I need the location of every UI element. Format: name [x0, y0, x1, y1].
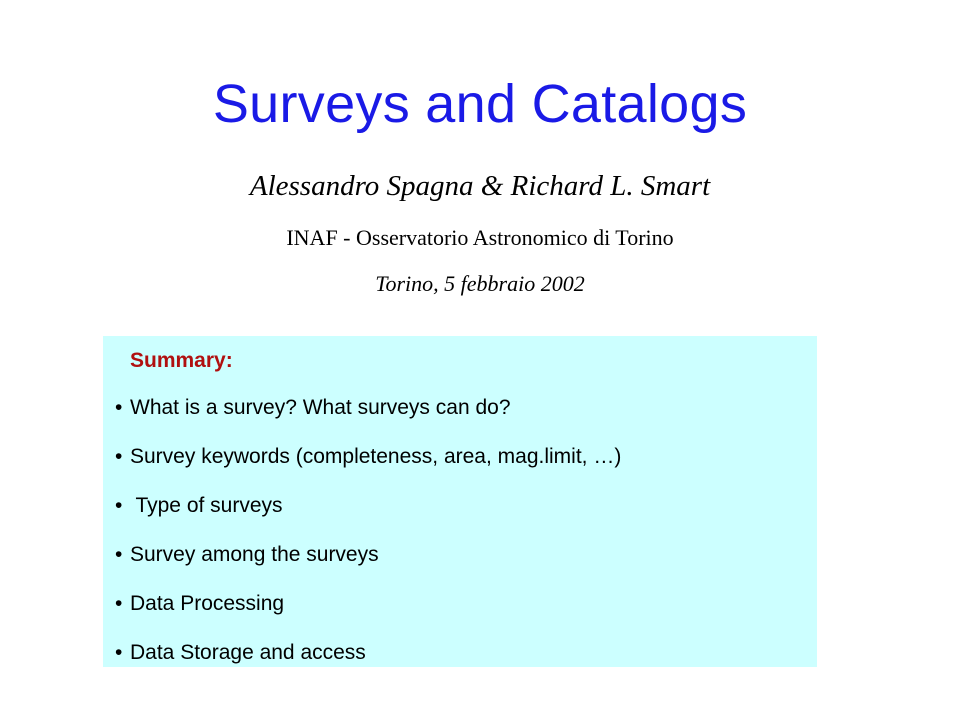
- summary-item: [115, 441, 621, 490]
- summary-item: [115, 637, 621, 686]
- summary-item: [115, 490, 621, 539]
- summary-item-text: Data Storage and access: [130, 641, 366, 664]
- bullet-icon: •: [115, 641, 123, 664]
- bullet-icon: •: [115, 494, 123, 517]
- summary-item-text: Survey keywords (completeness, area, mag.limit, …): [130, 445, 622, 468]
- summary-item: [115, 392, 621, 441]
- summary-item: [115, 588, 621, 637]
- summary-item-text: Survey among the surveys: [130, 543, 379, 566]
- summary-item-text: Data Processing: [130, 592, 285, 615]
- bullet-icon: •: [115, 445, 123, 468]
- summary-item: [115, 539, 621, 588]
- authors: Alessandro Spagna & Richard L. Smart: [249, 170, 711, 202]
- summary-item-text: Type of surveys: [130, 494, 283, 517]
- bullet-icon: •: [115, 543, 123, 566]
- bullet-icon: •: [115, 396, 123, 419]
- summary-box: [103, 336, 817, 667]
- summary-list: [115, 392, 621, 686]
- summary-heading: Summary:: [130, 349, 233, 372]
- summary-item-text: What is a survey? What surveys can do?: [130, 396, 511, 419]
- slide-title: Surveys and Catalogs: [212, 74, 748, 134]
- institute: INAF - Osservatorio Astronomico di Torino: [286, 225, 674, 250]
- bullet-icon: •: [115, 592, 123, 615]
- presentation-date: Torino, 5 febbraio 2002: [375, 271, 585, 296]
